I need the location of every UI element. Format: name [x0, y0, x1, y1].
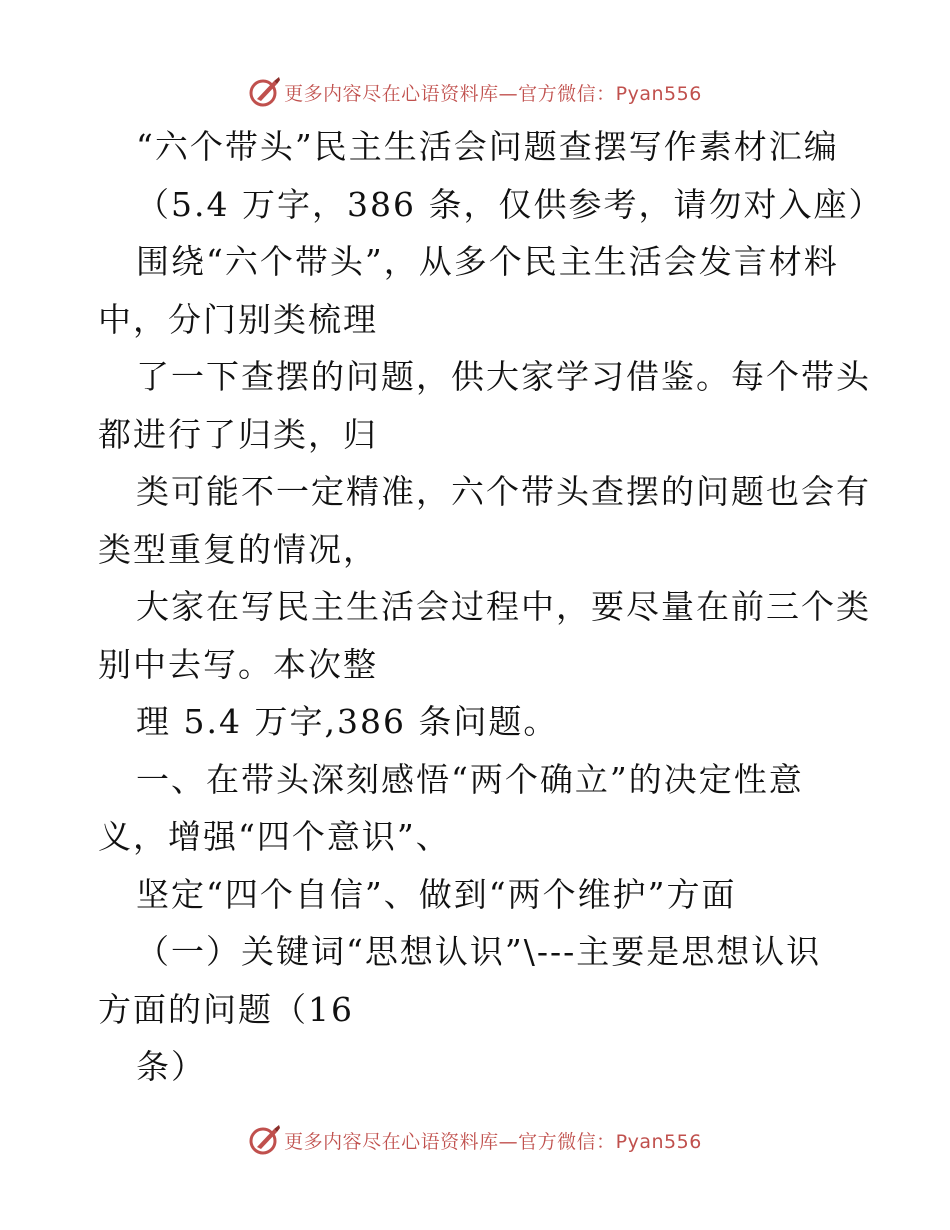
text-line: 类可能不一定精准，六个带头查摆的问题也会有	[136, 472, 871, 511]
text-line: 围绕“六个带头”，从多个民主生活会发言材料	[136, 242, 839, 281]
text-line: 大家在写民主生活会过程中，要尽量在前三个类	[136, 587, 871, 626]
document-body	[98, 118, 884, 1096]
header-banner	[0, 72, 950, 112]
text-line: 条）	[136, 1047, 206, 1086]
footer-banner	[0, 1120, 950, 1160]
text-line: “六个带头”民主生活会问题查摆写作素材汇编	[136, 127, 839, 166]
text-line: 中，分门别类梳理	[98, 299, 378, 339]
banner-text: 更多内容尽在心语资料库—官方微信：Pyan556	[284, 82, 702, 105]
text-line: 一、在带头深刻感悟“两个确立”的决定性意	[136, 759, 804, 799]
quill-logo-icon	[248, 75, 282, 109]
quill-logo-icon	[248, 1123, 282, 1157]
text-line: 坚定“四个自信”、做到“两个维护”方面	[136, 874, 737, 914]
text-line: 义，增强“四个意识”、	[98, 817, 451, 856]
text-line: 类型重复的情况，	[98, 529, 378, 569]
text-line: 理 5.4 万字,386 条问题。	[136, 702, 559, 741]
text-line: （5.4 万字，386 条，仅供参考，请勿对入座）	[136, 184, 884, 224]
text-line: （一）关键词“思想认识”\---主要是思想认识	[136, 932, 822, 971]
text-line: 方面的问题（16	[98, 989, 354, 1029]
text-line: 都进行了归类，归	[98, 414, 378, 454]
banner-text: 更多内容尽在心语资料库—官方微信：Pyan556	[284, 1130, 702, 1153]
text-line: 别中去写。本次整	[98, 644, 378, 684]
text-line: 了一下查摆的问题，供大家学习借鉴。每个带头	[136, 357, 871, 396]
